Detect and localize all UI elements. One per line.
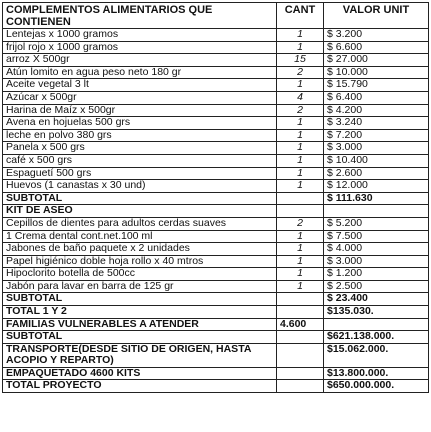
total-project-value: $650.000.000.	[324, 380, 429, 393]
item-cant: 2	[277, 104, 324, 117]
item-name: Aceite vegetal 3 lt	[3, 79, 277, 92]
transport-row	[3, 343, 429, 367]
item-name: Panela x 500 grs	[3, 142, 277, 155]
item-value: $ 4.000	[324, 243, 429, 256]
food-row	[3, 104, 429, 117]
item-name: frijol rojo x 1000 gramos	[3, 41, 277, 54]
item-value: $ 3.240	[324, 117, 429, 130]
food-row	[3, 66, 429, 79]
item-name: Jabón para lavar en barra de 125 gr	[3, 280, 277, 293]
header-value: VALOR UNIT	[324, 3, 429, 29]
empty-cell	[277, 293, 324, 306]
item-cant: 1	[277, 129, 324, 142]
item-name: Cepillos de dientes para adultos cerdas suaves	[3, 217, 277, 230]
hygiene-row	[3, 268, 429, 281]
item-cant: 15	[277, 54, 324, 67]
item-cant: 1	[277, 243, 324, 256]
item-name: Huevos (1 canastas x 30 und)	[3, 180, 277, 193]
item-name: arroz X 500gr	[3, 54, 277, 67]
total-1-2-row	[3, 306, 429, 319]
item-cant: 1	[277, 154, 324, 167]
item-name: 1 Crema dental cont.net.100 ml	[3, 230, 277, 243]
kit-title-row	[3, 205, 429, 218]
item-value: $ 10.000	[324, 66, 429, 79]
item-name: Hipoclorito botella de 500cc	[3, 268, 277, 281]
food-row	[3, 91, 429, 104]
subtotal-label: SUBTOTAL	[3, 331, 277, 344]
subtotal-kit-row	[3, 293, 429, 306]
item-value: $ 6.400	[324, 91, 429, 104]
subtotal-value: $ 23.400	[324, 293, 429, 306]
hygiene-row	[3, 230, 429, 243]
item-cant: 1	[277, 79, 324, 92]
empty-cell	[277, 205, 324, 218]
food-row	[3, 142, 429, 155]
food-row	[3, 41, 429, 54]
item-value: $ 3.000	[324, 142, 429, 155]
item-value: $ 5.200	[324, 217, 429, 230]
subtotal-value: $ 111.630	[324, 192, 429, 205]
hygiene-row	[3, 280, 429, 293]
item-name: Lentejas x 1000 gramos	[3, 29, 277, 42]
header-cant: CANT	[277, 3, 324, 29]
empty-cell	[324, 318, 429, 331]
transport-label: TRANSPORTE(DESDE SITIO DE ORIGEN, HASTA ACOPIO Y REPARTO)	[3, 343, 277, 367]
families-label: FAMILIAS VULNERABLES A ATENDER	[3, 318, 277, 331]
food-row	[3, 154, 429, 167]
empty-cell	[277, 306, 324, 319]
families-count: 4.600	[277, 318, 324, 331]
header-items: COMPLEMENTOS ALIMENTARIOS QUE CONTIENEN	[3, 3, 277, 29]
subtotal-all-row	[3, 331, 429, 344]
item-name: Avena en hojuelas 500 grs	[3, 117, 277, 130]
packaging-row	[3, 367, 429, 380]
food-row	[3, 79, 429, 92]
subtotal-label: SUBTOTAL	[3, 192, 277, 205]
transport-value: $15.062.000.	[324, 343, 429, 367]
item-cant: 1	[277, 29, 324, 42]
item-value: $ 6.600	[324, 41, 429, 54]
item-value: $ 4.200	[324, 104, 429, 117]
item-cant: 1	[277, 142, 324, 155]
total-project-label: TOTAL PROYECTO	[3, 380, 277, 393]
hygiene-row	[3, 243, 429, 256]
food-row	[3, 29, 429, 42]
item-value: $ 10.400	[324, 154, 429, 167]
food-row	[3, 117, 429, 130]
item-value: $ 2.500	[324, 280, 429, 293]
item-name: Azúcar x 500gr	[3, 91, 277, 104]
empty-cell	[277, 367, 324, 380]
item-cant: 1	[277, 280, 324, 293]
item-value: $ 3.000	[324, 255, 429, 268]
item-value: $ 12.000	[324, 180, 429, 193]
total-label: TOTAL 1 Y 2	[3, 306, 277, 319]
item-cant: 1	[277, 167, 324, 180]
item-cant: 1	[277, 41, 324, 54]
empty-cell	[277, 380, 324, 393]
item-cant: 2	[277, 66, 324, 79]
subtotal-label: SUBTOTAL	[3, 293, 277, 306]
item-cant: 1	[277, 117, 324, 130]
total-project-row	[3, 380, 429, 393]
packaging-value: $13.800.000.	[324, 367, 429, 380]
item-value: $ 15.790	[324, 79, 429, 92]
total-value: $135.030.	[324, 306, 429, 319]
item-name: leche en polvo 380 grs	[3, 129, 277, 142]
item-name: Jabones de baño paquete x 2 unidades	[3, 243, 277, 256]
item-value: $ 2.600	[324, 167, 429, 180]
item-name: Atún lomito en agua peso neto 180 gr	[3, 66, 277, 79]
food-row	[3, 180, 429, 193]
subtotal-food-row	[3, 192, 429, 205]
hygiene-row	[3, 217, 429, 230]
item-value: $ 7.200	[324, 129, 429, 142]
subtotal-value: $621.138.000.	[324, 331, 429, 344]
item-value: $ 27.000	[324, 54, 429, 67]
table-header-row	[3, 3, 429, 29]
hygiene-row	[3, 255, 429, 268]
families-row	[3, 318, 429, 331]
item-value: $ 3.200	[324, 29, 429, 42]
empty-cell	[277, 192, 324, 205]
item-value: $ 1.200	[324, 268, 429, 281]
item-cant: 1	[277, 268, 324, 281]
item-cant: 4	[277, 91, 324, 104]
item-value: $ 7.500	[324, 230, 429, 243]
item-cant: 1	[277, 255, 324, 268]
food-row	[3, 129, 429, 142]
item-cant: 1	[277, 230, 324, 243]
kit-title: KIT DE ASEO	[3, 205, 277, 218]
packaging-label: EMPAQUETADO 4600 KITS	[3, 367, 277, 380]
item-name: Espaguetí 500 grs	[3, 167, 277, 180]
empty-cell	[277, 331, 324, 344]
item-name: café x 500 grs	[3, 154, 277, 167]
empty-cell	[277, 343, 324, 367]
item-cant: 2	[277, 217, 324, 230]
item-name: Papel higiénico doble hoja rollo x 40 mtros	[3, 255, 277, 268]
food-row	[3, 54, 429, 67]
empty-cell	[324, 205, 429, 218]
budget-table	[2, 2, 429, 393]
food-row	[3, 167, 429, 180]
item-cant: 1	[277, 180, 324, 193]
item-name: Harina de Maíz x 500gr	[3, 104, 277, 117]
